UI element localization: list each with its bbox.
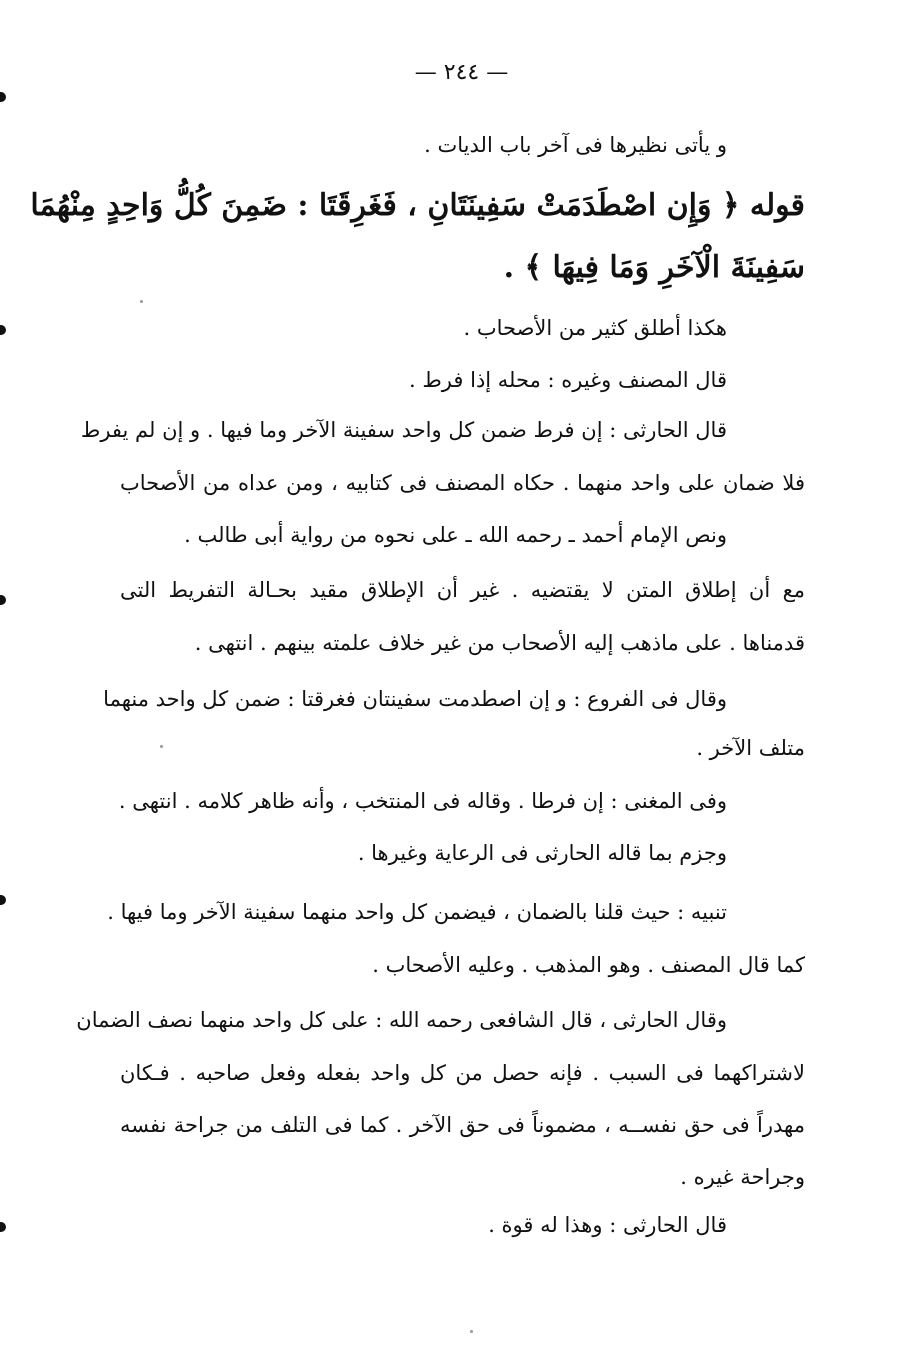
paper-speck: [160, 745, 163, 748]
verse-line-1: قوله ﴿ وَإِن اصْطَدَمَتْ سَفِينَتَانِ ، فَغَرِقَتَا : ضَمِنَ كُلُّ وَاحِدٍ مِنْهُمَا: [30, 188, 805, 223]
text-line-7: مع أن إطلاق المتن لا يقتضيه . غير أن الإطلاق مقيد بحـالة التفريط التى: [120, 578, 805, 602]
text-line-4: قال الحارثى : إن فرط ضمن كل واحد سفينة الآخر وما فيها . و إن لم يفرط: [80, 418, 727, 442]
paper-speck: [140, 300, 143, 303]
text-line-12: وجزم بما قاله الحارثى فى الرعاية وغيرها .: [357, 841, 727, 865]
text-line-5: فلا ضمان على واحد منهما . حكاه المصنف فى كتابيه ، ومن عداه من الأصحاب: [120, 471, 805, 495]
text-line-1: و يأتى نظيرها فى آخر باب الديات .: [424, 133, 727, 157]
text-line-8: قدمناها . على ماذهب إليه الأصحاب من غير خلاف علمته بينهم . انتهى .: [194, 631, 805, 655]
text-line-10: متلف الآخر .: [696, 736, 805, 760]
text-line-2: هكذا أطلق كثير من الأصحاب .: [463, 316, 727, 340]
binding-mark: [0, 92, 6, 102]
binding-mark: [0, 595, 6, 605]
text-line-14: كما قال المصنف . وهو المذهب . وعليه الأصحاب .: [372, 953, 805, 977]
text-line-13: تنبيه : حيث قلنا بالضمان ، فيضمن كل واحد منهما سفينة الآخر وما فيها .: [107, 900, 727, 924]
text-line-19: قال الحارثى : وهذا له قوة .: [488, 1213, 727, 1237]
text-line-9: وقال فى الفروع : و إن اصطدمت سفينتان فغرقتا : ضمن كل واحد منهما: [103, 687, 727, 711]
binding-mark: [0, 895, 6, 905]
text-line-6: ونص الإمام أحمد ـ رحمه الله ـ على نحوه من رواية أبى طالب .: [184, 523, 727, 547]
binding-mark: [0, 325, 6, 335]
page-number: — ٢٤٤ —: [414, 60, 509, 85]
paper-speck: [470, 1330, 473, 1333]
text-line-17: مهدراً فى حق نفســه ، مضموناً فى حق الآخر . كما فى التلف من جراحة نفسه: [120, 1113, 805, 1137]
text-line-16: لاشتراكهما فى السبب . فإنه حصل من كل واحد بفعله وفعل صاحبه . فـكان: [120, 1061, 805, 1085]
text-line-15: وقال الحارثى ، قال الشافعى رحمه الله : على كل واحد منهما نصف الضمان: [76, 1008, 727, 1032]
text-line-11: وفى المغنى : إن فرطا . وقاله فى المنتخب ، وأنه ظاهر كلامه . انتهى .: [118, 789, 727, 813]
binding-mark: [0, 1222, 6, 1232]
text-line-18: وجراحة غيره .: [680, 1165, 805, 1189]
text-line-3: قال المصنف وغيره : محله إذا فرط .: [409, 368, 727, 392]
verse-line-2: سَفِينَةَ الْآخَرِ وَمَا فِيهَا ﴾ .: [503, 250, 805, 285]
